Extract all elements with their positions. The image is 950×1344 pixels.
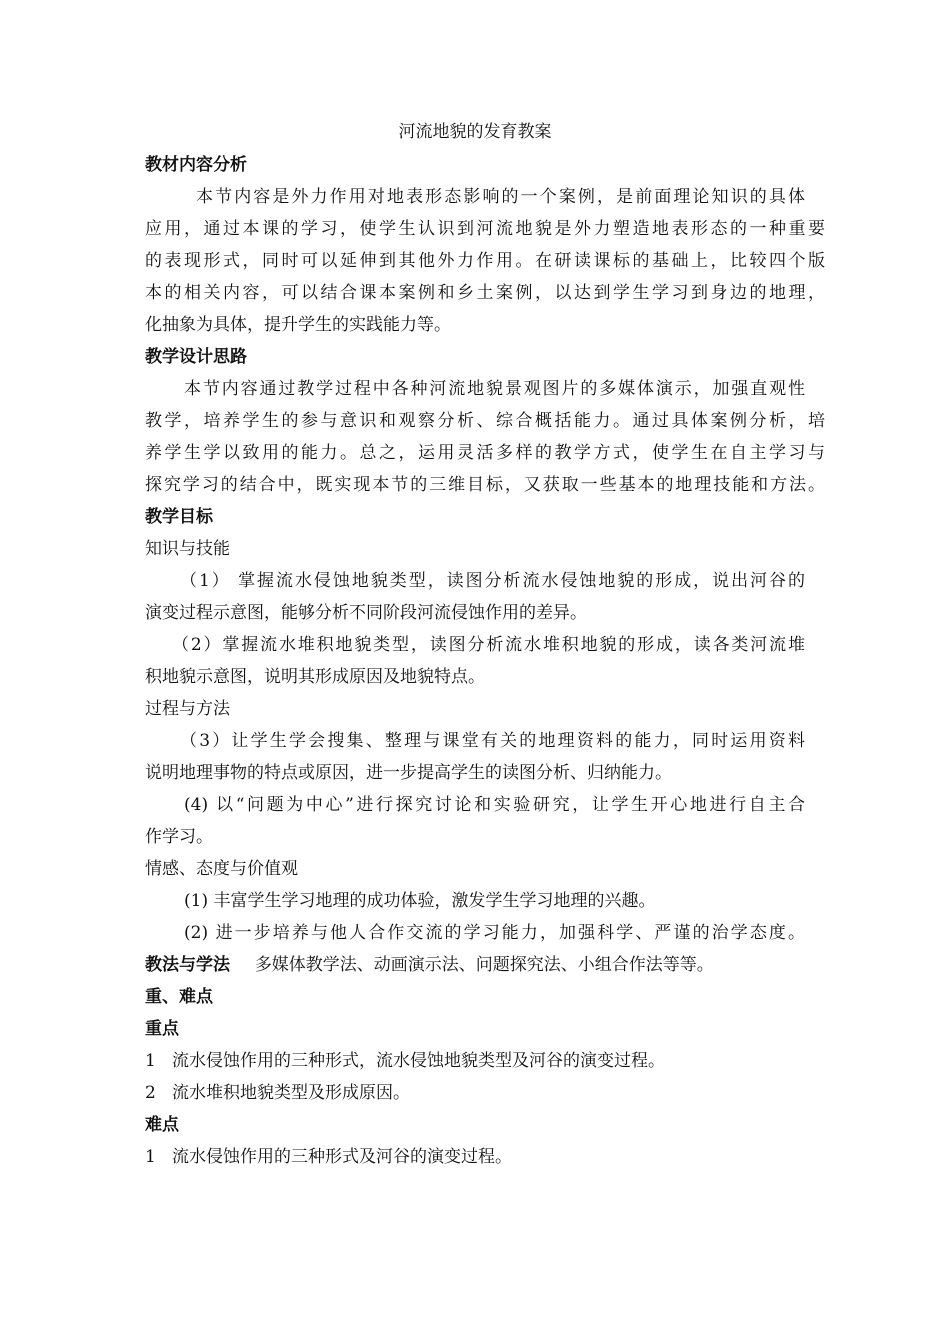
attitude-label: 情感、态度与价值观	[145, 859, 298, 879]
key-line-1: 1 流水侵蚀作用的三种形式，流水侵蚀地貌类型及河谷的演变过程。	[145, 1051, 666, 1071]
process-line-4: 作学习。	[145, 827, 213, 847]
difficult-heading: 难点	[145, 1115, 179, 1135]
key-points-heading: 重、难点	[145, 987, 213, 1007]
methods-line	[145, 954, 825, 976]
key-line-2: 2 流水堆积地貌类型及形成原因。	[145, 1083, 411, 1103]
methods-heading: 教法与学法	[145, 955, 230, 975]
content-analysis-line-1: 本节内容是外力作用对地表形态影响的一个案例，是前面理论知识的具体	[196, 187, 805, 207]
design-line-1: 本节内容通过教学过程中各种河流地貌景观图片的多媒体演示，加强直观性	[184, 379, 805, 399]
process-line-3: (4) 以“问题为中心”进行探究讨论和实验研究，让学生开心地进行自主合	[184, 795, 805, 815]
process-line-2: 说明地理事物的特点或原因，进一步提高学生的读图分析、归纳能力。	[145, 763, 672, 783]
knowledge-line-4: 积地貌示意图，说明其形成原因及地貌特点。	[145, 667, 485, 687]
knowledge-line-1: （1） 掌握流水侵蚀地貌类型，读图分析流水侵蚀地貌的形成，说出河谷的	[180, 571, 805, 591]
design-line-3: 养学生学以致用的能力。总之，运用灵活多样的教学方式，使学生在自主学习与	[145, 443, 825, 463]
design-line-2: 教学，培养学生的参与意识和观察分析、综合概括能力。通过具体案例分析，培	[145, 411, 825, 431]
content-analysis-line-3: 的表现形式，同时可以延伸到其他外力作用。在研读课标的基础上，比较四个版	[145, 251, 825, 271]
process-line-1: （3）让学生学会搜集、整理与课堂有关的地理资料的能力，同时运用资料	[180, 731, 805, 751]
knowledge-line-2: 演变过程示意图，能够分析不同阶段河流侵蚀作用的差异。	[145, 603, 587, 623]
knowledge-label: 知识与技能	[145, 539, 230, 559]
objectives-heading: 教学目标	[145, 507, 213, 527]
methods-text: 多媒体教学法、动画演示法、问题探究法、小组合作法等等。	[254, 955, 714, 975]
key-heading: 重点	[145, 1019, 179, 1039]
attitude-line-2: (2) 进一步培养与他人合作交流的学习能力，加强科学、严谨的治学态度。	[184, 923, 805, 943]
content-analysis-line-2: 应用，通过本课的学习，使学生认识到河流地貌是外力塑造地表形态的一种重要	[145, 219, 825, 239]
difficult-line-1: 1 流水侵蚀作用的三种形式及河谷的演变过程。	[145, 1147, 513, 1167]
design-line-4: 探究学习的结合中，既实现本节的三维目标，又获取一些基本的地理技能和方法。	[145, 475, 825, 495]
process-label: 过程与方法	[145, 699, 230, 719]
document-title: 河流地貌的发育教案	[398, 122, 552, 142]
knowledge-line-3: （2）掌握流水堆积地貌类型，读图分析流水堆积地貌的形成，读各类河流堆	[172, 635, 805, 655]
design-heading: 教学设计思路	[145, 347, 247, 367]
content-analysis-line-5: 化抽象为具体，提升学生的实践能力等。	[145, 315, 451, 335]
content-analysis-heading: 教材内容分析	[145, 155, 247, 175]
attitude-line-1: (1) 丰富学生学习地理的成功体验，激发学生学习地理的兴趣。	[184, 891, 656, 911]
content-analysis-line-4: 本的相关内容，可以结合课本案例和乡土案例，以达到学生学习到身边的地理，	[145, 283, 825, 303]
